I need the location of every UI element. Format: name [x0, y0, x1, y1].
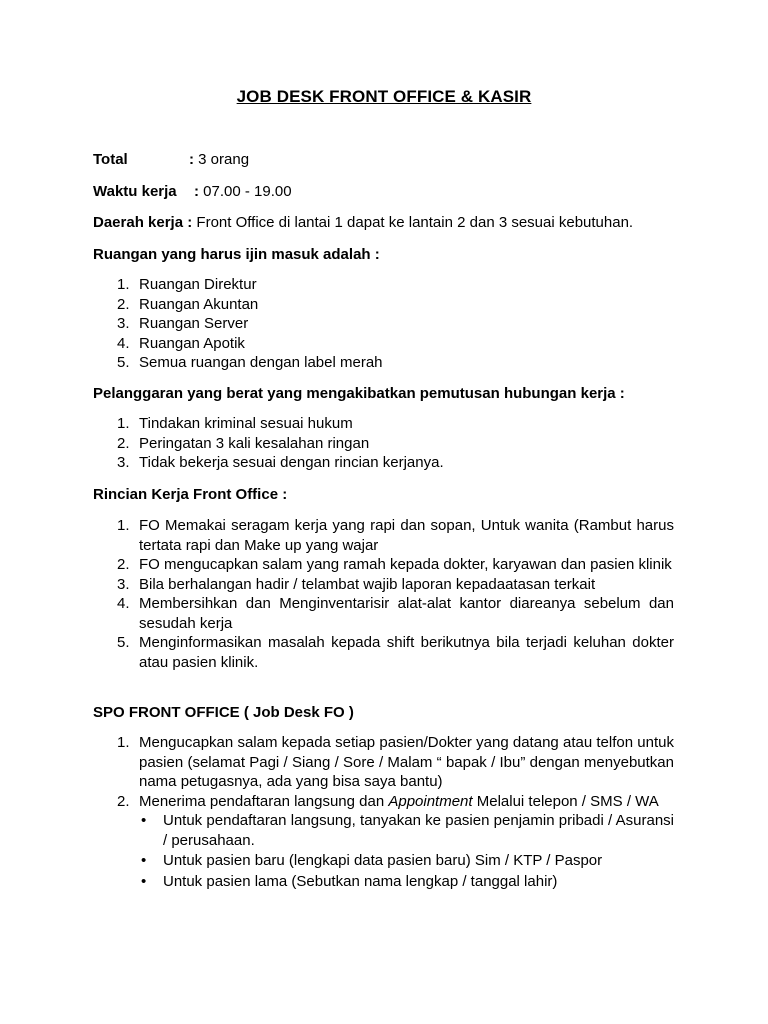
daerah-value: Front Office di lantai 1 dapat ke lantain 2 dan 3 sesuai kebutuhan.	[196, 214, 634, 231]
list-number: 1.	[117, 517, 130, 534]
ruangan-heading: Ruangan yang harus ijin masuk adalah :	[93, 246, 380, 263]
bullet-item	[139, 811, 674, 850]
list-number: 4.	[117, 595, 130, 612]
list-number: 5.	[117, 634, 130, 651]
pelanggaran-list	[93, 414, 674, 473]
daerah-line	[93, 213, 633, 232]
list-number: 2.	[117, 792, 130, 810]
list-number: 1.	[117, 734, 130, 751]
list-number: 2.	[117, 434, 130, 452]
list-text-part: Menerima pendaftaran langsung dan	[139, 792, 389, 810]
list-item	[93, 733, 674, 792]
list-item	[93, 434, 674, 454]
list-item	[93, 353, 674, 373]
list-text: FO Memakai seragam kerja yang rapi dan sopan, Untuk wanita (Rambut harus tertata rapi dan Make up yang wajar	[139, 517, 674, 554]
page-title: JOB DESK FRONT OFFICE & KASIR	[236, 87, 532, 106]
spo-heading: SPO FRONT OFFICE ( Job Desk FO )	[93, 704, 354, 721]
rincian-heading: Rincian Kerja Front Office :	[93, 486, 288, 503]
list-number: 3.	[117, 315, 130, 332]
bullet-mark: •	[141, 812, 147, 829]
total-value: 3 orang	[198, 151, 250, 168]
list-number: 2.	[117, 295, 130, 313]
list-item	[93, 414, 674, 434]
daerah-label: Daerah kerja :	[93, 214, 193, 231]
total-line	[93, 150, 249, 169]
bullet-item	[139, 851, 674, 871]
list-text: Semua ruangan dengan label merah	[139, 354, 383, 371]
list-item	[93, 516, 674, 555]
bullet-text: Untuk pasien lama (Sebutkan nama lengkap / tanggal lahir)	[163, 872, 558, 890]
list-item	[93, 275, 674, 295]
list-number: 3.	[117, 575, 130, 593]
spo-list	[93, 733, 674, 892]
bullet-mark: •	[141, 852, 147, 869]
list-text: Ruangan Akuntan	[139, 295, 259, 313]
list-text: Ruangan Apotik	[139, 334, 245, 352]
list-text: FO mengucapkan salam yang ramah kepada dokter, karyawan dan pasien klinik	[139, 556, 672, 573]
list-item	[93, 314, 674, 334]
pelanggaran-heading: Pelanggaran yang berat yang mengakibatkan pemutusan hubungan kerja :	[93, 385, 625, 402]
list-text: Menginformasikan masalah kepada shift berikutnya bila terjadi keluhan dokter atau pasien klinik.	[139, 634, 674, 671]
bullet-text: Untuk pendaftaran langsung, tanyakan ke pasien penjamin pribadi / Asuransi / perusahaan.	[163, 812, 674, 849]
list-number: 5.	[117, 354, 130, 371]
list-number: 2.	[117, 556, 130, 573]
ruangan-list	[93, 275, 674, 373]
list-item	[93, 792, 674, 892]
waktu-line	[93, 182, 292, 201]
list-item	[93, 594, 674, 633]
bullet-text: Untuk pasien baru (lengkapi data pasien baru) Sim / KTP / Paspor	[163, 852, 603, 869]
list-item	[93, 575, 674, 595]
bullet-item	[139, 872, 674, 892]
list-text: Membersihkan dan Menginventarisir alat-alat kantor diareanya sebelum dan sesudah kerja	[139, 595, 674, 632]
total-colon: :	[189, 151, 194, 168]
waktu-label: Waktu kerja	[93, 183, 177, 200]
rincian-list	[93, 516, 674, 672]
list-text: Tidak bekerja sesuai dengan rincian kerjanya.	[139, 454, 444, 471]
spo-bullet-list	[139, 811, 674, 891]
list-item	[93, 295, 674, 315]
list-text: Ruangan Direktur	[139, 276, 257, 293]
bullet-mark: •	[141, 872, 147, 890]
list-item	[93, 453, 674, 473]
waktu-value: 07.00 - 19.00	[203, 183, 292, 200]
list-text: Mengucapkan salam kepada setiap pasien/Dokter yang datang atau telfon untuk pasien (selamat Pagi / Siang / Sore / Malam “ bapak / Ibu” dengan menyebutkan nama petugasnya, ada yang bisa saya bantu)	[139, 734, 674, 790]
list-text: Tindakan kriminal sesuai hukum	[139, 415, 353, 432]
waktu-colon: :	[194, 183, 199, 200]
list-number: 3.	[117, 454, 130, 471]
list-item	[93, 334, 674, 354]
list-text: Peringatan 3 kali kesalahan ringan	[139, 434, 370, 452]
list-text: Bila berhalangan hadir / telambat wajib laporan kepadaatasan terkait	[139, 575, 596, 593]
list-number: 4.	[117, 334, 130, 352]
appointment-italic: Appointment	[388, 792, 473, 810]
list-item	[93, 633, 674, 672]
total-label: Total	[93, 151, 128, 168]
list-number: 1.	[117, 276, 130, 293]
list-text-part: Melalui telepon / SMS / WA	[472, 792, 659, 810]
list-item	[93, 555, 674, 575]
list-text	[139, 793, 659, 810]
list-text: Ruangan Server	[139, 315, 249, 332]
list-number: 1.	[117, 415, 130, 432]
